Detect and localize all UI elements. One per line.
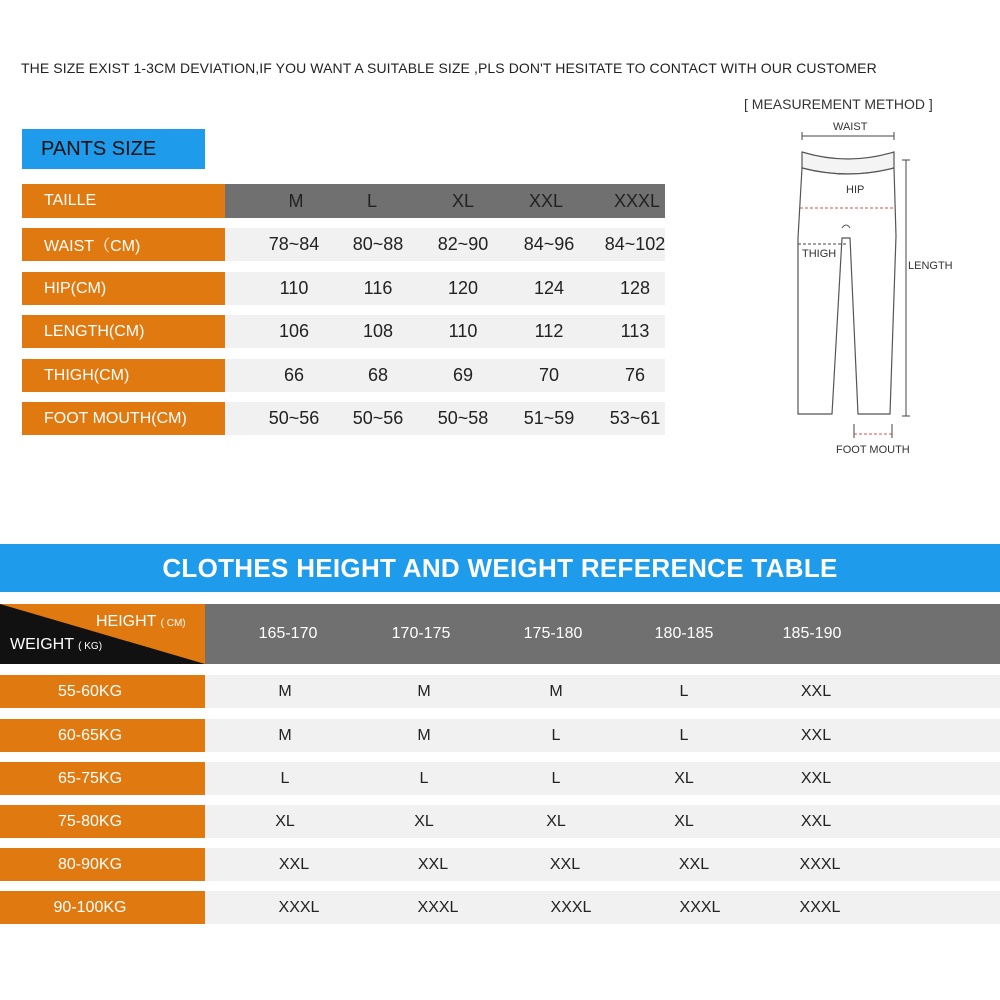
table-cell: XXXL [278, 898, 320, 916]
pants-row-thigh [22, 359, 665, 392]
table-cell: XL [275, 812, 295, 830]
measurement-method-title: [ MEASUREMENT METHOD ] [744, 96, 933, 112]
table-cell: 50~56 [268, 408, 320, 428]
table-cell: L [679, 726, 689, 744]
table-cell: 84~102 [604, 234, 666, 254]
table-cell: 80~88 [352, 234, 404, 254]
table-cell: XL [414, 812, 434, 830]
row-label: FOOT MOUTH(CM) [22, 402, 225, 435]
weight-label: 65-75KG [0, 762, 205, 795]
table-cell: XXL [800, 726, 832, 744]
size-header-cell: XXL [528, 190, 564, 211]
table-row [0, 675, 1000, 708]
length-label: LENGTH [908, 260, 953, 272]
height-header-cell: 170-175 [391, 625, 451, 642]
table-cell: 124 [533, 278, 565, 298]
weight-label: 75-80KG [0, 805, 205, 838]
table-cell: L [280, 769, 290, 787]
table-cell: 106 [278, 321, 310, 341]
table-cell: 128 [619, 278, 651, 298]
table-row [0, 805, 1000, 838]
table-cell: 69 [452, 365, 474, 385]
pants-row-length [22, 315, 665, 348]
weight-label: 60-65KG [0, 719, 205, 752]
table-row [0, 762, 1000, 795]
size-header-cell: XL [451, 190, 475, 211]
table-cell: XXL [800, 769, 832, 787]
table-cell: XXL [549, 855, 581, 873]
table-cell: XXL [800, 812, 832, 830]
table-cell: 116 [363, 278, 393, 298]
pants-row-hip [22, 272, 665, 305]
weight-label: 55-60KG [0, 675, 205, 708]
table-row [0, 719, 1000, 752]
pants-size-title: PANTS SIZE [22, 129, 205, 169]
size-header-cell: M [288, 190, 304, 211]
table-cell: XXXL [417, 898, 459, 916]
height-header-cell: 175-180 [523, 625, 583, 642]
table-cell: XXL [800, 682, 832, 700]
row-label: HIP(CM) [22, 272, 225, 305]
pants-header-row [22, 184, 665, 218]
table-cell: 66 [283, 365, 305, 385]
weight-text: WEIGHT [10, 636, 74, 653]
table-cell: XXXL [799, 898, 841, 916]
table-cell: L [419, 769, 429, 787]
height-header-cell: 165-170 [258, 625, 318, 642]
table-cell: 113 [620, 321, 650, 341]
table-cell: XXXL [679, 898, 721, 916]
row-label: WAIST（CM) [22, 228, 225, 261]
size-header-cell: XXXL [613, 190, 661, 211]
table-cell: 84~96 [523, 234, 575, 254]
weight-axis-label [10, 636, 102, 654]
table-cell: XXXL [550, 898, 592, 916]
pants-row-foot-mouth [22, 402, 665, 435]
reference-table-banner: CLOTHES HEIGHT AND WEIGHT REFERENCE TABLE [0, 544, 1000, 592]
row-values [225, 359, 665, 392]
table-cell: 68 [367, 365, 389, 385]
table-cell: 120 [447, 278, 479, 298]
table-cell: XXL [678, 855, 710, 873]
table-cell: L [679, 682, 689, 700]
height-unit: ( CM) [160, 618, 186, 629]
waist-label: WAIST [833, 121, 868, 133]
pants-measurement-diagram [780, 118, 980, 463]
table-cell: M [278, 726, 292, 744]
height-header-cell: 180-185 [654, 625, 714, 642]
pants-outline-icon [780, 118, 980, 463]
table-cell: 82~90 [437, 234, 489, 254]
table-cell: M [549, 682, 563, 700]
taille-label: TAILLE [22, 184, 225, 218]
hip-label: HIP [846, 184, 865, 196]
table-cell: 50~58 [437, 408, 489, 428]
table-cell: 50~56 [352, 408, 404, 428]
size-header-cells [225, 184, 665, 218]
row-values [225, 402, 665, 435]
height-text: HEIGHT [96, 613, 157, 630]
table-cell: 76 [624, 365, 646, 385]
table-cell: 51~59 [523, 408, 575, 428]
row-values [225, 272, 665, 305]
table-cell: 78~84 [268, 234, 320, 254]
table-cell: 110 [279, 278, 309, 298]
table-cell: 110 [448, 321, 478, 341]
size-deviation-notice: THE SIZE EXIST 1-3CM DEVIATION,IF YOU WANT A SUITABLE SIZE ,PLS DON'T HESITATE TO CONTACT WITH OUR CUSTOMER [21, 60, 877, 76]
table-cell: M [278, 682, 292, 700]
table-cell: XXL [278, 855, 310, 873]
table-cell: L [551, 726, 561, 744]
table-row [0, 848, 1000, 881]
weight-label: 90-100KG [0, 891, 205, 924]
table-cell: 53~61 [609, 408, 661, 428]
height-axis-label [96, 613, 186, 631]
thigh-label: THIGH [802, 248, 837, 260]
table-row [0, 891, 1000, 924]
table-cell: M [417, 726, 431, 744]
table-cell: 112 [534, 321, 564, 341]
table-cell: XXL [417, 855, 449, 873]
size-header-cell: L [366, 190, 377, 211]
table-cell: XL [546, 812, 566, 830]
table-cell: M [417, 682, 431, 700]
weight-label: 80-90KG [0, 848, 205, 881]
weight-unit: ( KG) [78, 641, 103, 652]
row-values [225, 315, 665, 348]
height-header-cell: 185-190 [782, 625, 842, 642]
pants-row-waist [22, 228, 665, 261]
foot-mouth-label: FOOT MOUTH [836, 444, 910, 456]
row-label: LENGTH(CM) [22, 315, 225, 348]
table-cell: 108 [362, 321, 394, 341]
table-cell: XL [674, 769, 694, 787]
table-cell: XL [674, 812, 694, 830]
row-label: THIGH(CM) [22, 359, 225, 392]
row-values [225, 228, 665, 261]
table-cell: L [551, 769, 561, 787]
table-cell: 70 [538, 365, 560, 385]
table-cell: XXXL [799, 855, 841, 873]
